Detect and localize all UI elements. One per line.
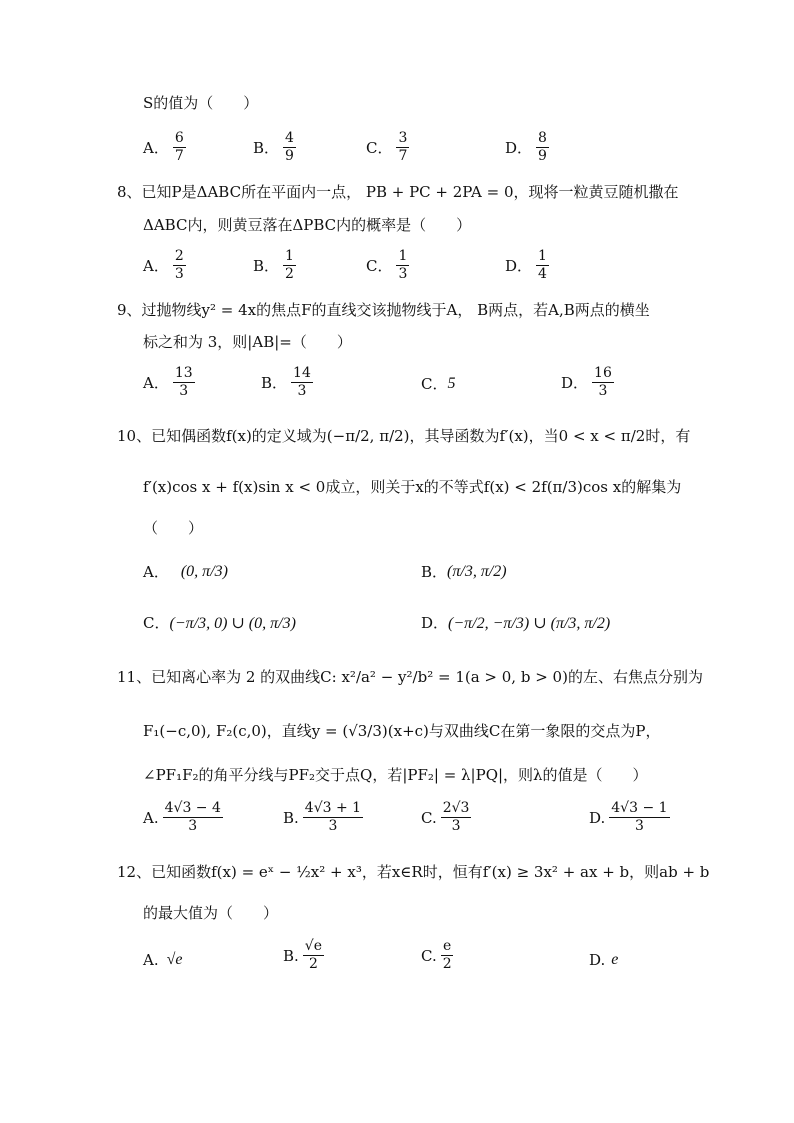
fraction: $\frac{14}{3}$ xyxy=(293,365,311,399)
q7-option-d xyxy=(505,130,549,165)
option-value: (−π/2, −π/3) ∪ (π/3, π/2) xyxy=(448,614,611,632)
option-label: B． xyxy=(261,374,288,392)
fraction: $\frac{2}{3}$ xyxy=(174,248,184,282)
option-label: C. xyxy=(421,946,437,965)
option-label: B． xyxy=(253,257,280,275)
option-label: B. xyxy=(283,808,299,827)
q10-option-b xyxy=(421,561,507,582)
fraction: $\frac{4}{9}$ xyxy=(285,130,294,164)
option-label: D． xyxy=(505,139,533,157)
option-label: C． xyxy=(143,614,170,632)
option-value: e xyxy=(611,951,619,968)
option-label: A． xyxy=(143,563,169,581)
option-label: D． xyxy=(561,374,589,392)
q7-option-a xyxy=(143,130,186,165)
option-label: D. xyxy=(589,808,606,827)
option-label: A. xyxy=(143,808,159,827)
q10-stem-line1: 10、已知偶函数f(x)的定义域为(−π/2, π/2)，其导函数为f′(x)，当0 < x < π/2时，有 xyxy=(117,427,691,445)
option-value: √e xyxy=(166,951,183,968)
q9-option-b xyxy=(261,365,313,400)
fraction: $\frac{1}{4}$ xyxy=(538,248,547,282)
q8-option-b xyxy=(253,248,296,283)
q7-stem-tail: S的值为（ ） xyxy=(143,94,259,112)
option-value: (0, π/3) xyxy=(180,562,228,580)
fraction: $\frac{3}{7}$ xyxy=(398,130,408,164)
option-label: B． xyxy=(253,139,280,157)
q11-option-b xyxy=(283,800,363,835)
q9-stem-line2: 标之和为 3，则|AB|=（ ） xyxy=(143,333,352,351)
q11-option-c xyxy=(421,800,471,835)
q9-option-d xyxy=(561,365,614,400)
q7-option-c xyxy=(366,130,409,165)
q12-option-b xyxy=(283,938,324,973)
q12-option-d xyxy=(589,950,618,969)
q10-option-d xyxy=(421,612,610,633)
fraction: $\frac{4√3 - 4}{3}$ xyxy=(164,800,221,834)
option-label: C． xyxy=(421,375,448,393)
q12-option-c xyxy=(421,938,454,973)
option-value: (π/3, π/2) xyxy=(447,562,507,580)
option-label: D. xyxy=(589,951,606,969)
q9-stem-line1: 9、过抛物线y² = 4x的焦点F的直线交该抛物线于A， B两点，若A,B两点的横坐 xyxy=(117,301,650,319)
fraction: $\frac{8}{9}$ xyxy=(538,130,547,164)
q10-stem-line2: f′(x)cos x + f(x)sin x < 0成立，则关于x的不等式f(x) < 2f(π/3)cos x的解集为 xyxy=(143,478,682,496)
q11-stem-line2: F₁(−c,0), F₂(c,0)，直线y = (√3/3)(x+c)与双曲线C在第一象限的交点为P， xyxy=(143,722,661,740)
option-label: A． xyxy=(143,257,169,275)
q12-stem-line1: 12、已知函数f(x) = eˣ − ½x² + x³，若x∈R时，恒有f′(x) ≥ 3x² + ax + b，则ab + b xyxy=(117,863,710,881)
option-label: A． xyxy=(143,139,169,157)
option-label: C． xyxy=(366,257,393,275)
q10-option-c xyxy=(143,612,296,633)
option-label: A. xyxy=(143,951,159,969)
option-value: (−π/3, 0) ∪ (0, π/3) xyxy=(169,614,296,632)
option-label: C. xyxy=(421,808,437,827)
q12-option-a xyxy=(143,950,183,969)
q8-option-d xyxy=(505,248,549,283)
fraction: $\frac{1}{3}$ xyxy=(398,248,408,282)
q12-stem-line2: 的最大值为（ ） xyxy=(143,904,279,922)
q11-stem-line3: ∠PF₁F₂的角平分线与PF₂交于点Q，若|PF₂| = λ|PQ|，则λ的值是（ ） xyxy=(143,766,648,784)
q11-stem-line1: 11、已知离心率为 2 的双曲线C: x²/a² − y²/b² = 1(a > 0, b > 0)的左、右焦点分别为 xyxy=(117,668,703,686)
fraction: $\frac{4√3 - 1}{3}$ xyxy=(611,800,668,834)
q10-stem-line3: （ ） xyxy=(143,519,204,537)
option-label: B． xyxy=(421,563,448,581)
q8-stem-line2: ΔABC内，则黄豆落在ΔPBC内的概率是（ ） xyxy=(143,216,472,234)
fraction: $\frac{6}{7}$ xyxy=(174,130,184,164)
option-value: 5 xyxy=(447,374,456,392)
fraction: $\frac{√e}{2}$ xyxy=(304,938,323,972)
fraction: $\frac{1}{2}$ xyxy=(285,248,294,282)
q11-option-a xyxy=(143,800,223,835)
fraction: $\frac{4√3 + 1}{3}$ xyxy=(304,800,362,834)
fraction: $\frac{2√3}{3}$ xyxy=(442,800,470,834)
q8-option-a xyxy=(143,248,186,283)
option-label: D． xyxy=(421,614,449,632)
q9-option-a xyxy=(143,365,195,400)
q9-option-c xyxy=(421,373,455,394)
option-label: C． xyxy=(366,139,393,157)
q8-option-c xyxy=(366,248,409,283)
fraction: $\frac{e}{2}$ xyxy=(442,938,452,972)
q11-option-d xyxy=(589,800,670,835)
q8-stem-line1: 8、已知P是ΔABC所在平面内一点， PB + PC + 2PA = 0，现将一粒黄豆随机撒在 xyxy=(117,183,679,201)
option-label: A． xyxy=(143,374,169,392)
fraction: $\frac{13}{3}$ xyxy=(174,365,193,399)
fraction: $\frac{16}{3}$ xyxy=(594,365,612,399)
q7-option-b xyxy=(253,130,296,165)
option-label: B. xyxy=(283,946,299,965)
q10-option-a xyxy=(143,561,228,582)
option-label: D． xyxy=(505,257,533,275)
